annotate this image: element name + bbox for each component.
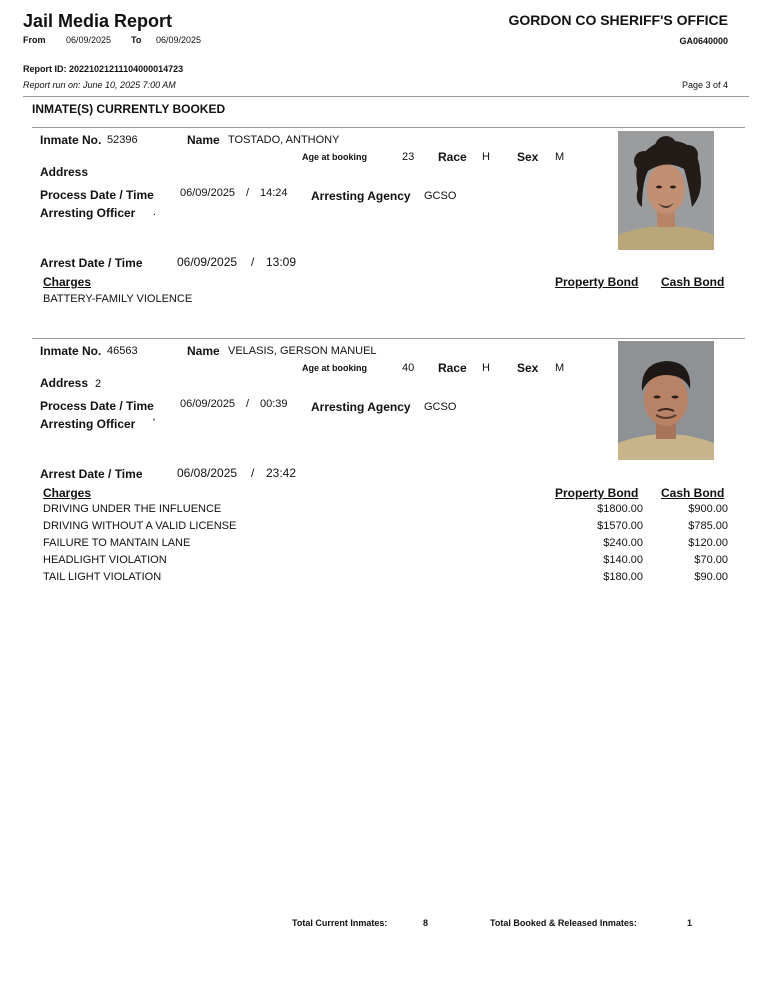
property-bond-header: Property Bond (555, 486, 639, 500)
arresting-officer-value: . (153, 206, 157, 218)
process-dt-label: Process Date / Time (40, 399, 154, 413)
property-bond-value: $240.00 (603, 537, 643, 549)
arresting-officer-value: ' (153, 417, 156, 429)
sex-value: M (555, 362, 565, 374)
cash-bond-value: $785.00 (688, 520, 728, 532)
property-bond-value: $140.00 (603, 554, 643, 566)
arresting-officer-label: Arresting Officer (40, 206, 136, 220)
process-dt-label: Process Date / Time (40, 188, 154, 202)
process-time-value: 00:39 (260, 398, 288, 410)
inmate-no-value: 52396 (107, 134, 138, 146)
cash-bond-header: Cash Bond (661, 486, 725, 500)
process-slash: / (246, 398, 250, 410)
race-label: Race (438, 150, 467, 164)
property-bond-value: $1570.00 (597, 520, 643, 532)
sex-label: Sex (517, 361, 539, 375)
cash-bond-value: $90.00 (694, 571, 728, 583)
process-date-value: 06/09/2025 (180, 398, 236, 410)
property-bond-value: $180.00 (603, 571, 643, 583)
address-label: Address (40, 165, 89, 179)
cash-bond-value: $70.00 (694, 554, 728, 566)
name-label: Name (187, 133, 220, 147)
sheriff-office-name: GORDON CO SHERIFF'S OFFICE (508, 12, 728, 28)
inmate-no-value: 46563 (107, 345, 138, 357)
report-id: Report ID: 20221021211104000014723 (23, 64, 184, 74)
section-divider (32, 127, 745, 128)
sex-label: Sex (517, 150, 539, 164)
inmate-photo (618, 341, 714, 460)
charges-header: Charges (43, 486, 92, 500)
ori-code: GA0640000 (679, 36, 728, 46)
total-current-value: 8 (423, 918, 429, 928)
report-title: Jail Media Report (23, 11, 173, 31)
from-date: 06/09/2025 (66, 35, 112, 45)
arrest-date-value: 06/08/2025 (177, 466, 238, 480)
to-label: To (131, 35, 142, 45)
arresting-agency-label: Arresting Agency (311, 189, 411, 203)
process-slash: / (246, 187, 250, 199)
property-bond-value: $1800.00 (597, 503, 643, 515)
charge-description: FAILURE TO MANTAIN LANE (43, 537, 191, 549)
cash-bond-header: Cash Bond (661, 275, 725, 289)
header-divider (23, 96, 749, 97)
arresting-agency-label: Arresting Agency (311, 400, 411, 414)
section-title: INMATE(S) CURRENTLY BOOKED (32, 102, 226, 116)
age-label: Age at booking (302, 363, 367, 373)
arrest-date-value: 06/09/2025 (177, 255, 238, 269)
page-number: Page 3 of 4 (681, 80, 728, 90)
arrest-dt-label: Arrest Date / Time (40, 256, 143, 270)
property-bond-header: Property Bond (555, 275, 639, 289)
address-value: 2 (95, 378, 102, 390)
arrest-time-value: 13:09 (266, 255, 297, 269)
charge-description: DRIVING UNDER THE INFLUENCE (43, 503, 222, 515)
arresting-officer-label: Arresting Officer (40, 417, 136, 431)
inmate-photo (618, 131, 714, 250)
report-run-on: Report run on: June 10, 2025 7:00 AM (23, 80, 176, 90)
address-label: Address (40, 376, 89, 390)
charge-description: TAIL LIGHT VIOLATION (43, 571, 162, 583)
cash-bond-value: $120.00 (688, 537, 728, 549)
arrest-time-value: 23:42 (266, 466, 297, 480)
age-value: 40 (402, 362, 415, 374)
record-divider (32, 338, 745, 339)
name-label: Name (187, 344, 220, 358)
process-time-value: 14:24 (260, 187, 288, 199)
arresting-agency-value: GCSO (424, 190, 457, 202)
charge-description: BATTERY-FAMILY VIOLENCE (43, 293, 193, 305)
name-value: TOSTADO, ANTHONY (228, 134, 340, 146)
from-label: From (23, 35, 46, 45)
to-date: 06/09/2025 (156, 35, 202, 45)
inmate-no-label: Inmate No. (40, 133, 102, 147)
race-label: Race (438, 361, 467, 375)
sex-value: M (555, 151, 565, 163)
total-booked-released-value: 1 (687, 918, 693, 928)
arresting-agency-value: GCSO (424, 401, 457, 413)
arrest-dt-label: Arrest Date / Time (40, 467, 143, 481)
total-current-label: Total Current Inmates: (292, 918, 388, 928)
race-value: H (482, 362, 490, 374)
cash-bond-value: $900.00 (688, 503, 728, 515)
charge-description: HEADLIGHT VIOLATION (43, 554, 167, 566)
charges-header: Charges (43, 275, 92, 289)
inmate-no-label: Inmate No. (40, 344, 102, 358)
total-booked-released-label: Total Booked & Released Inmates: (490, 918, 637, 928)
age-value: 23 (402, 151, 415, 163)
arrest-slash: / (251, 255, 255, 269)
race-value: H (482, 151, 490, 163)
arrest-slash: / (251, 466, 255, 480)
process-date-value: 06/09/2025 (180, 187, 236, 199)
charge-description: DRIVING WITHOUT A VALID LICENSE (43, 520, 237, 532)
age-label: Age at booking (302, 152, 367, 162)
name-value: VELASIS, GERSON MANUEL (228, 345, 377, 357)
